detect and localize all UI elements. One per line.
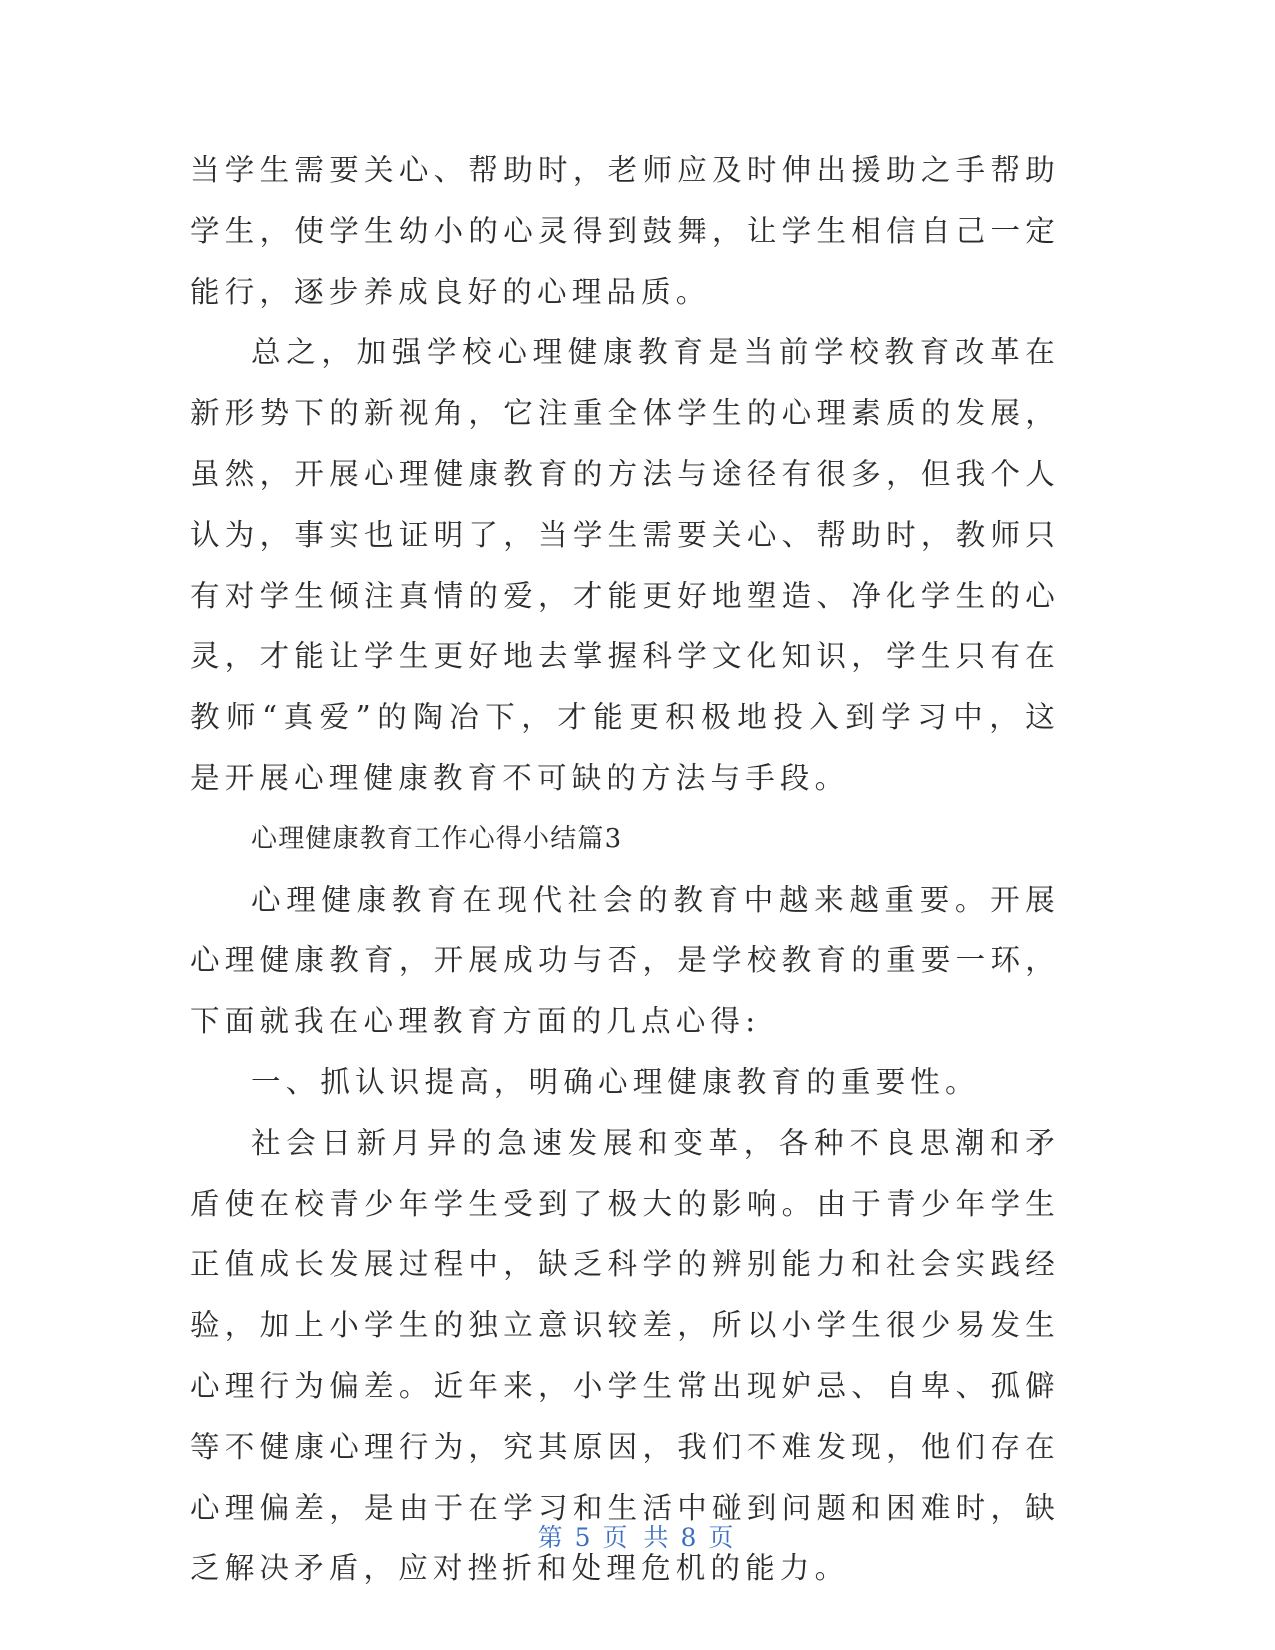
footer-suffix: 页 bbox=[708, 1523, 738, 1552]
footer-middle: 页 共 bbox=[602, 1523, 673, 1552]
paragraph-intro: 心理健康教育在现代社会的教育中越来越重要。开展心理健康教育，开展成功与否，是学校教育的重要一环，下面就我在心理教育方面的几点心得: bbox=[190, 882, 1060, 1039]
document-body bbox=[190, 140, 1060, 1599]
footer-current-page: 5 bbox=[574, 1523, 595, 1552]
footer-prefix: 第 bbox=[537, 1523, 567, 1552]
paragraph-point-one: 一、抓认识提高，明确心理健康教育的重要性。 bbox=[251, 1064, 980, 1099]
section-heading: 心理健康教育工作心得小结篇3 bbox=[251, 823, 623, 854]
footer-total-pages: 8 bbox=[680, 1523, 701, 1552]
paragraph-summary: 总之，加强学校心理健康教育是当前学校教育改革在新形势下的新视角，它注重全体学生的心理素质的发展，虽然，开展心理健康教育的方法与途径有很多，但我个人认为，事实也证明了，当学生需要关心、帮助时，教师只有对学生倾注真情的爱，才能更好地塑造、净化学生的心灵，才能让学生更好地去掌握科学文化知识，学生只有在教师“真爱”的陶冶下，才能更积极地投入到学习中，这是开展心理健康教育不可缺的方法与手段。 bbox=[190, 335, 1060, 795]
paragraph-continuation: 当学生需要关心、帮助时，老师应及时伸出援助之手帮助学生，使学生幼小的心灵得到鼓舞，让学生相信自己一定能行，逐步养成良好的心理品质。 bbox=[190, 153, 1060, 309]
page-number-footer bbox=[0, 1518, 1275, 1554]
paragraph-body: 社会日新月异的急速发展和变革，各种不良思潮和矛盾使在校青少年学生受到了极大的影响。由于青少年学生正值成长发展过程中，缺乏科学的辨别能力和社会实践经验，加上小学生的独立意识较差，所以小学生很少易发生心理行为偏差。近年来，小学生常出现妒忌、自卑、孤僻等不健康心理行为，究其原因，我们不难发现，他们存在心理偏差，是由于在学习和生活中碰到问题和困难时，缺乏解决矛盾，应对挫折和处理危机的能力。 bbox=[190, 1125, 1060, 1586]
